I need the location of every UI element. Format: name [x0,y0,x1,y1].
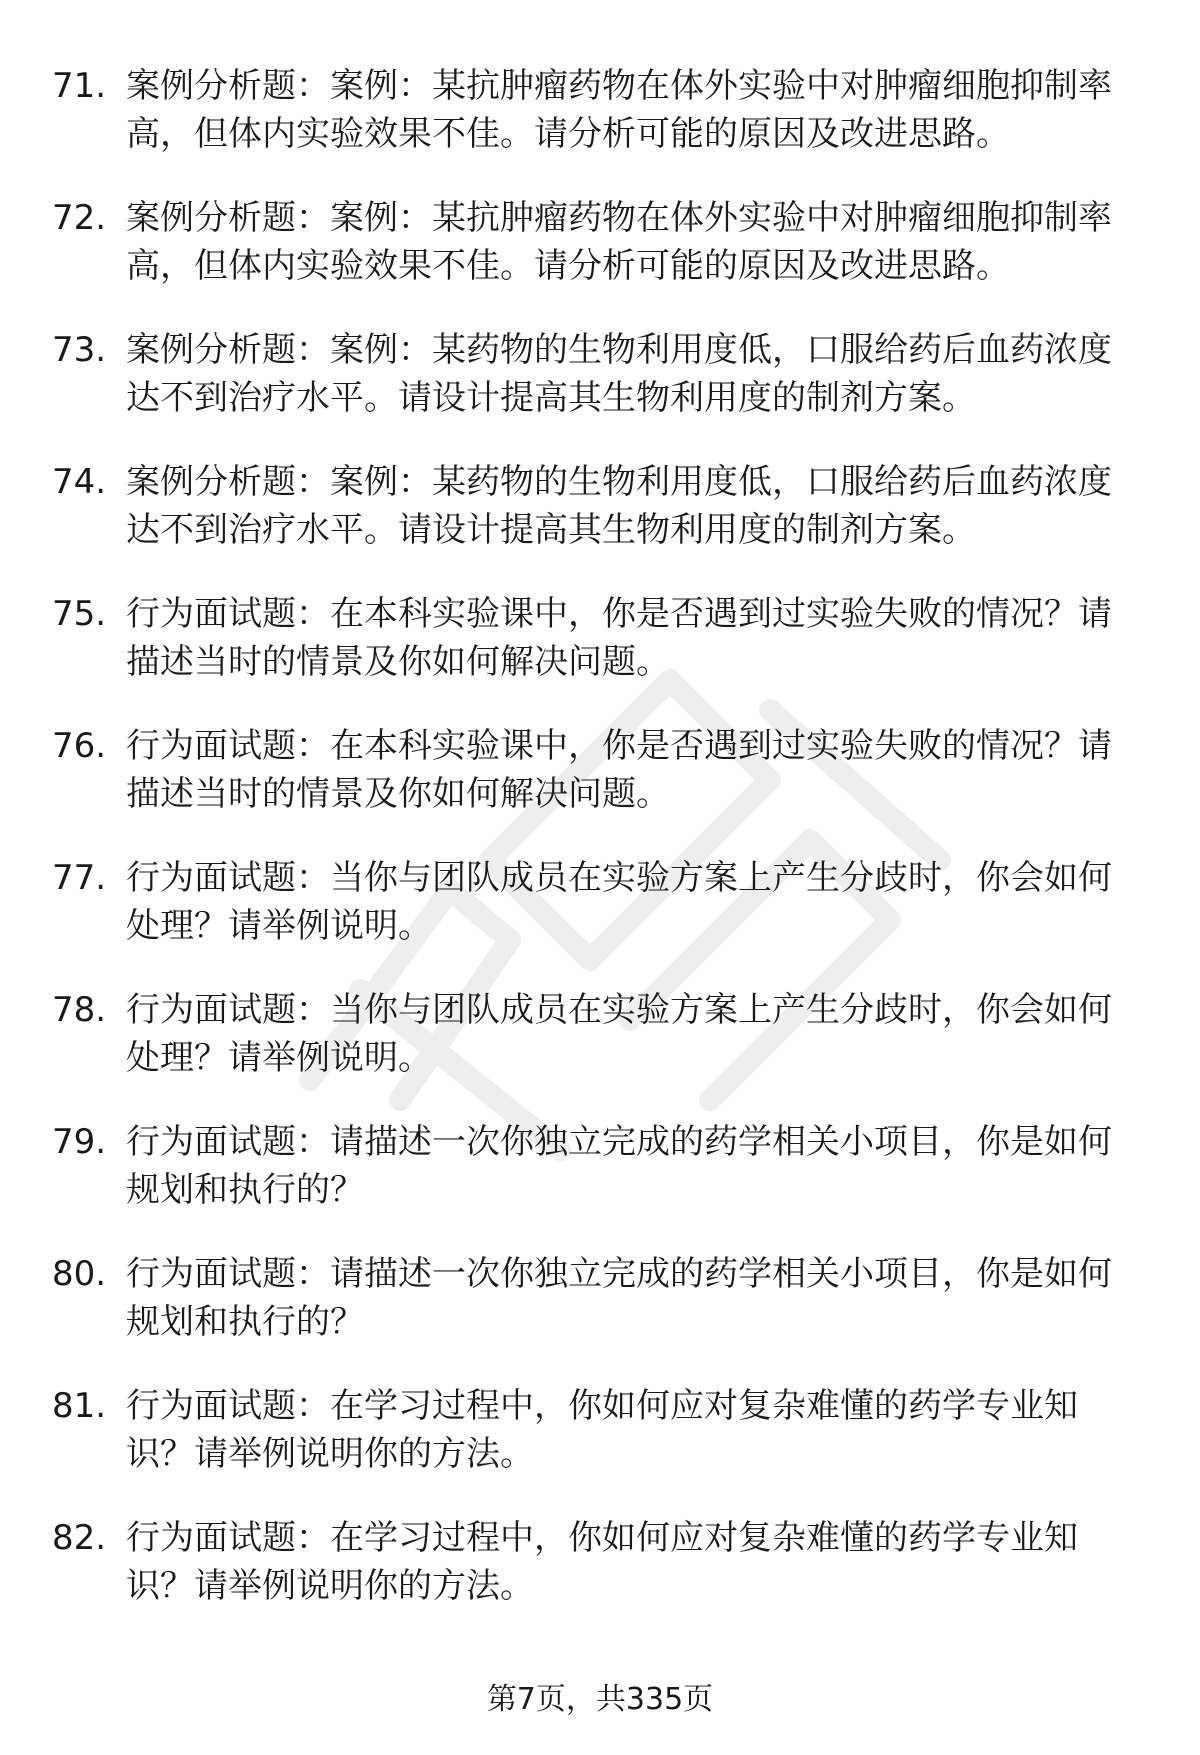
question-number: 72. [52,198,107,238]
question-number: 82. [52,1518,107,1558]
question-number: 71. [52,66,107,106]
question-item [52,1118,1142,1250]
question-text: 行为面试题：当你与团队成员在实验方案上产生分歧时，你会如何处理？请举例说明。 [126,990,1112,1078]
question-number: 77. [52,858,107,898]
question-item [52,194,1142,326]
question-number: 75. [52,594,107,634]
question-text: 案例分析题：案例：某药物的生物利用度低，口服给药后血药浓度达不到治疗水平。请设计提高其生物利用度的制剂方案。 [126,330,1112,418]
page-number-footer: 第7页，共335页 [486,1682,714,1717]
question-item [52,326,1142,458]
question-number: 79. [52,1122,107,1162]
question-text: 案例分析题：案例：某药物的生物利用度低，口服给药后血药浓度达不到治疗水平。请设计提高其生物利用度的制剂方案。 [126,462,1112,550]
question-item [52,458,1142,590]
question-item [52,1250,1142,1382]
question-item [52,986,1142,1118]
question-number: 80. [52,1254,107,1294]
question-item [52,1382,1142,1514]
question-text: 案例分析题：案例：某抗肿瘤药物在体外实验中对肿瘤细胞抑制率高，但体内实验效果不佳。请分析可能的原因及改进思路。 [126,66,1112,154]
question-item [52,62,1142,194]
question-number: 74. [52,462,107,502]
question-text: 行为面试题：在学习过程中，你如何应对复杂难懂的药学专业知识？请举例说明你的方法。 [126,1518,1078,1606]
question-text: 行为面试题：请描述一次你独立完成的药学相关小项目，你是如何规划和执行的？ [126,1254,1112,1342]
question-text: 行为面试题：在本科实验课中，你是否遇到过实验失败的情况？请描述当时的情景及你如何解决问题。 [126,726,1112,814]
question-number: 73. [52,330,107,370]
question-item [52,590,1142,722]
question-text: 行为面试题：请描述一次你独立完成的药学相关小项目，你是如何规划和执行的？ [126,1122,1112,1210]
question-text: 行为面试题：在本科实验课中，你是否遇到过实验失败的情况？请描述当时的情景及你如何解决问题。 [126,594,1112,682]
question-text: 行为面试题：当你与团队成员在实验方案上产生分歧时，你会如何处理？请举例说明。 [126,858,1112,946]
question-number: 81. [52,1386,107,1426]
question-text: 行为面试题：在学习过程中，你如何应对复杂难懂的药学专业知识？请举例说明你的方法。 [126,1386,1078,1474]
question-number: 78. [52,990,107,1030]
question-item [52,854,1142,986]
question-list [52,62,1142,1646]
question-item [52,1514,1142,1646]
question-number: 76. [52,726,107,766]
question-item [52,722,1142,854]
question-text: 案例分析题：案例：某抗肿瘤药物在体外实验中对肿瘤细胞抑制率高，但体内实验效果不佳。请分析可能的原因及改进思路。 [126,198,1112,286]
